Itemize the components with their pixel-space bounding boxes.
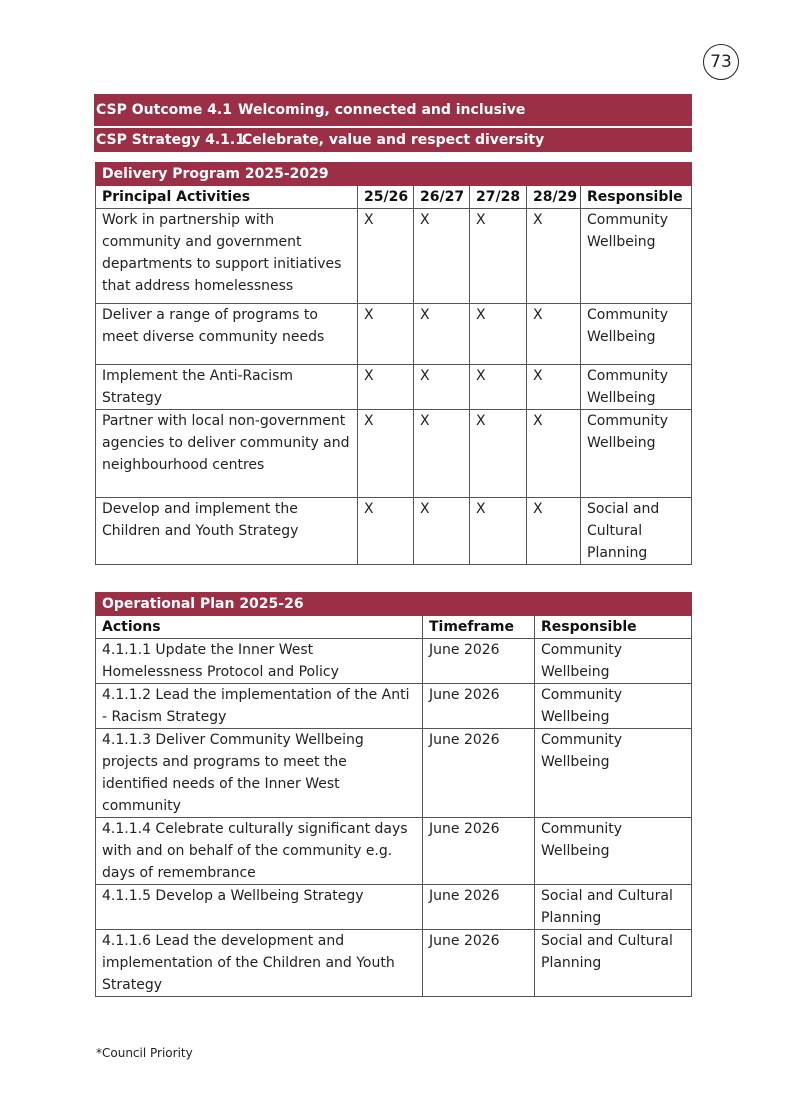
csp-strategy-text: Celebrate, value and respect diversity	[242, 132, 545, 148]
responsible-cell: Community Wellbeing	[581, 209, 692, 304]
responsible-cell: Social and Cultural Planning	[581, 498, 692, 565]
csp-strategy-banner	[94, 128, 692, 152]
activity-cell: Develop and implement the Children and Youth Strategy	[96, 498, 358, 565]
responsible-cell: Community Wellbeing	[535, 729, 692, 818]
timeframe-cell: June 2026	[423, 639, 535, 684]
action-cell: 4.1.1.4 Celebrate culturally significant days with and on behalf of the community e.g. days of remembrance	[96, 818, 423, 885]
column-header: 26/27	[414, 186, 470, 209]
action-cell: 4.1.1.6 Lead the development and implementation of the Children and Youth Strategy	[96, 930, 423, 997]
responsible-cell: Community Wellbeing	[535, 639, 692, 684]
column-header: Principal Activities	[96, 186, 358, 209]
year-cell: X	[358, 498, 414, 565]
action-cell: 4.1.1.1 Update the Inner West Homelessness Protocol and Policy	[96, 639, 423, 684]
year-cell: X	[527, 304, 581, 365]
timeframe-cell: June 2026	[423, 818, 535, 885]
year-cell: X	[414, 365, 470, 410]
year-cell: X	[470, 304, 527, 365]
activity-cell: Deliver a range of programs to meet diverse community needs	[96, 304, 358, 365]
operational-plan-table	[95, 592, 692, 997]
csp-outcome-banner	[94, 94, 692, 126]
csp-strategy-key: CSP Strategy 4.1.1	[96, 132, 245, 148]
year-cell: X	[527, 498, 581, 565]
table-row	[96, 209, 692, 304]
responsible-cell: Community Wellbeing	[535, 818, 692, 885]
year-cell: X	[414, 209, 470, 304]
table-row	[96, 930, 692, 997]
responsible-cell: Community Wellbeing	[581, 410, 692, 498]
action-cell: 4.1.1.3 Deliver Community Wellbeing projects and programs to meet the identified needs of the Inner West community	[96, 729, 423, 818]
table-row	[96, 684, 692, 729]
year-cell: X	[358, 304, 414, 365]
page-number: 73	[703, 44, 739, 80]
year-cell: X	[527, 365, 581, 410]
activity-cell: Work in partnership with community and government departments to support initiatives that address homelessness	[96, 209, 358, 304]
year-cell: X	[470, 365, 527, 410]
timeframe-cell: June 2026	[423, 930, 535, 997]
delivery-program-title: Delivery Program 2025-2029	[96, 163, 692, 186]
table-row	[96, 818, 692, 885]
timeframe-cell: June 2026	[423, 684, 535, 729]
responsible-cell: Community Wellbeing	[581, 304, 692, 365]
column-header: 28/29	[527, 186, 581, 209]
responsible-cell: Community Wellbeing	[535, 684, 692, 729]
year-cell: X	[527, 209, 581, 304]
column-header: Responsible	[535, 616, 692, 639]
csp-outcome-key: CSP Outcome 4.1	[96, 102, 232, 118]
table-row	[96, 365, 692, 410]
delivery-header-row	[96, 186, 692, 209]
activity-cell: Partner with local non-government agencies to deliver community and neighbourhood centres	[96, 410, 358, 498]
table-row	[96, 410, 692, 498]
table-row	[96, 498, 692, 565]
year-cell: X	[470, 209, 527, 304]
responsible-cell: Social and Cultural Planning	[535, 930, 692, 997]
action-cell: 4.1.1.2 Lead the implementation of the Anti - Racism Strategy	[96, 684, 423, 729]
column-header: Timeframe	[423, 616, 535, 639]
table-row	[96, 885, 692, 930]
column-header: Actions	[96, 616, 423, 639]
table-row	[96, 639, 692, 684]
year-cell: X	[470, 498, 527, 565]
year-cell: X	[414, 304, 470, 365]
action-cell: 4.1.1.5 Develop a Wellbeing Strategy	[96, 885, 423, 930]
activity-cell: Implement the Anti-Racism Strategy	[96, 365, 358, 410]
csp-outcome-text: Welcoming, connected and inclusive	[238, 102, 526, 118]
year-cell: X	[527, 410, 581, 498]
table-row	[96, 304, 692, 365]
responsible-cell: Community Wellbeing	[581, 365, 692, 410]
year-cell: X	[358, 209, 414, 304]
responsible-cell: Social and Cultural Planning	[535, 885, 692, 930]
timeframe-cell: June 2026	[423, 729, 535, 818]
column-header: 25/26	[358, 186, 414, 209]
year-cell: X	[414, 498, 470, 565]
operational-plan-title: Operational Plan 2025-26	[96, 593, 692, 616]
table-row	[96, 729, 692, 818]
year-cell: X	[358, 410, 414, 498]
column-header: Responsible	[581, 186, 692, 209]
delivery-program-table	[95, 162, 692, 565]
operational-header-row	[96, 616, 692, 639]
footnote: *Council Priority	[96, 1046, 193, 1060]
year-cell: X	[470, 410, 527, 498]
column-header: 27/28	[470, 186, 527, 209]
year-cell: X	[414, 410, 470, 498]
timeframe-cell: June 2026	[423, 885, 535, 930]
year-cell: X	[358, 365, 414, 410]
